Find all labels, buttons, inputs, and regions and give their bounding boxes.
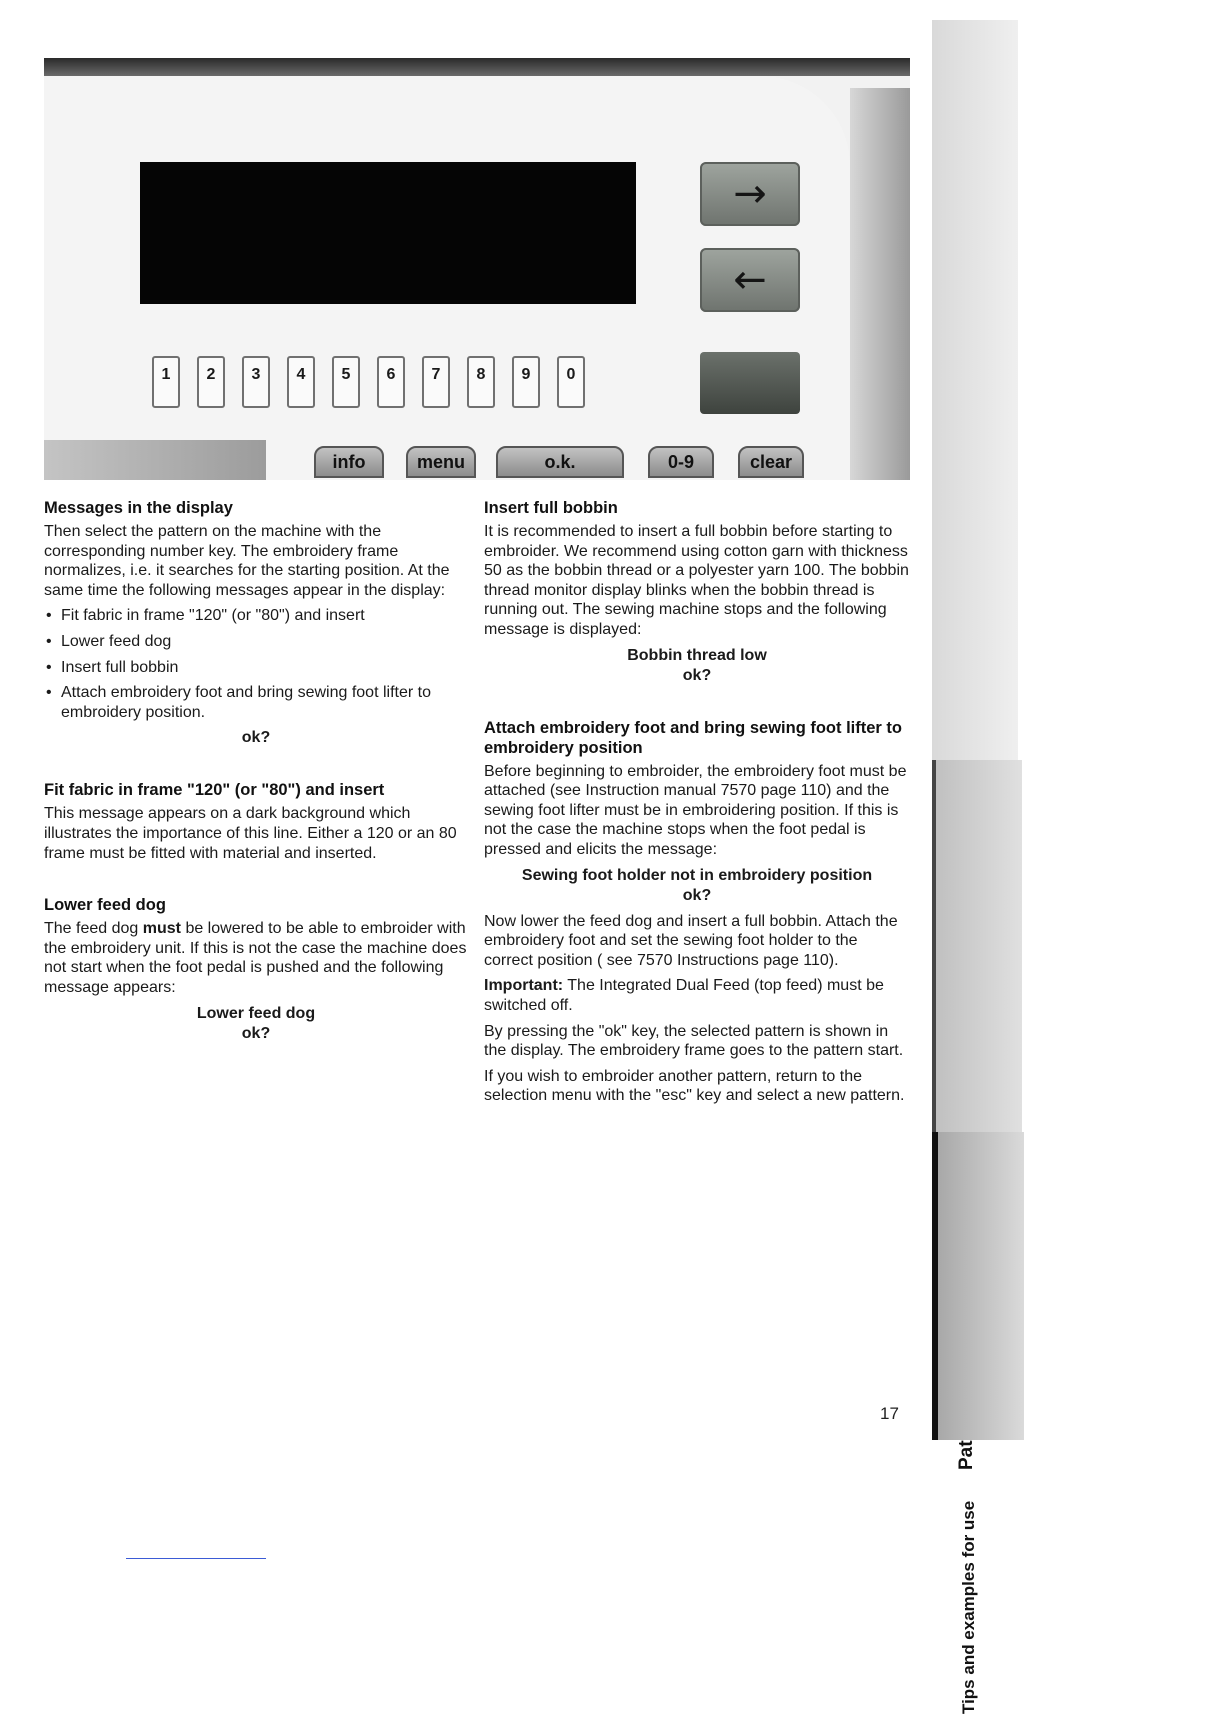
insert-bobbin-heading: Insert full bobbin (484, 499, 618, 517)
tab-tips-label: Tips and examples for use (959, 1500, 978, 1714)
arrow-left-icon: ← (733, 257, 767, 303)
arrow-right-icon: → (733, 171, 767, 217)
arrow-right-button (700, 162, 800, 226)
attach-foot-paragraph: Before beginning to embroider, the embroidery foot must be attached (see Instruction manual 7570 page 110) and the sewing foot lifter must be in embroidering position. If this is not the case the machine stops when the foot pedal is pressed and elicits the message: (484, 762, 907, 858)
messages-heading: Messages in the display (44, 499, 233, 517)
number-key-6: 6 (377, 356, 405, 408)
list-item: • Lower feed dog (44, 632, 468, 652)
number-key-0: 0 (557, 356, 585, 408)
number-key-7: 7 (422, 356, 450, 408)
display-screen (140, 162, 636, 304)
attach-foot-heading: Attach embroidery foot and bring sewing foot lifter to embroidery position (484, 718, 903, 757)
info-key: info (314, 446, 384, 478)
number-key-4: 4 (287, 356, 315, 408)
tab-pattern-sequence[interactable] (932, 760, 1022, 1132)
number-key-8: 8 (467, 356, 495, 408)
clear-key: clear (738, 446, 804, 478)
insert-bobbin-paragraph: It is recommended to insert a full bobbin before starting to embroider. We recommend using cotton garn with thickness 50 as the bobbin thread or a polyester yarn 100. The bobbin thread monitor display blinks when the bobbin thread is running out. The sewing machine stops and the following message is displayed: (484, 523, 909, 638)
panel-left-strip (44, 440, 266, 480)
panel-top-bar (44, 58, 910, 76)
menu-key: menu (406, 446, 476, 478)
tab-embroidering[interactable] (932, 460, 1018, 760)
panel-edge (850, 88, 910, 480)
messages-ok: ok? (241, 729, 271, 747)
messages-paragraph: Then select the pattern on the machine with the corresponding number key. The embroidery frame normalizes, i.e. it searches for the starting position. At the same time the following messages appear in the display: (44, 523, 450, 599)
arrow-left-button (700, 248, 800, 312)
lower-feed-dog-paragraph: The feed dog must be lowered to be able to embroider with the embroidery unit. If this is not the case the machine does not start when the foot pedal is pushed and the following message appears: (44, 920, 467, 996)
page-number: 17 (880, 1404, 899, 1423)
number-key-9: 9 (512, 356, 540, 408)
list-item: • Attach embroidery foot and bring sewing foot lifter to embroidery position. (44, 683, 468, 722)
tab-tips-and-examples[interactable] (932, 1132, 1024, 1714)
sewing-foot-message: Sewing foot holder not in embroidery position ok? (521, 866, 873, 904)
number-keys (152, 356, 585, 408)
side-tabs (932, 20, 1018, 1714)
number-key-3: 3 (242, 356, 270, 408)
number-key-1: 1 (152, 356, 180, 408)
bobbin-low-message: Bobbin thread low ok? (627, 646, 767, 684)
list-item: • Fit fabric in frame "120" (or "80") and insert (44, 606, 468, 626)
digits-key: 0-9 (648, 446, 714, 478)
esc-button (700, 352, 800, 414)
right-column (484, 498, 910, 1112)
esc-key-paragraph: If you wish to embroider another pattern, return to the selection menu with the "esc" key and select a new pattern. (484, 1067, 905, 1105)
lower-feed-dog-message: Lower feed dog ok? (196, 1004, 316, 1042)
lower-feed-dog-heading: Lower feed dog (44, 896, 166, 915)
list-item: • Insert full bobbin (44, 658, 468, 678)
number-key-5: 5 (332, 356, 360, 408)
fit-fabric-heading: Fit fabric in frame "120" (or "80") and insert (44, 781, 385, 800)
lower-feed-paragraph: Now lower the feed dog and insert a full bobbin. Attach the embroidery foot and set the sewing foot holder to the correct position ( see 7570 Instructions page 110). (484, 912, 898, 969)
number-key-2: 2 (197, 356, 225, 408)
messages-list (44, 606, 468, 722)
ok-key: o.k. (496, 446, 624, 478)
important-paragraph: Important: The Integrated Dual Feed (top feed) must be switched off. (484, 977, 884, 1014)
left-column (44, 498, 468, 1050)
footer-line (126, 1558, 266, 1559)
ok-key-paragraph: By pressing the "ok" key, the selected pattern is shown in the display. The embroidery frame goes to the pattern start. (484, 1022, 904, 1060)
machine-panel-illustration (44, 58, 910, 480)
fit-fabric-paragraph: This message appears on a dark background which illustrates the importance of this line. Either a 120 or an 80 frame must be fitted with material and inserted. (44, 805, 457, 862)
